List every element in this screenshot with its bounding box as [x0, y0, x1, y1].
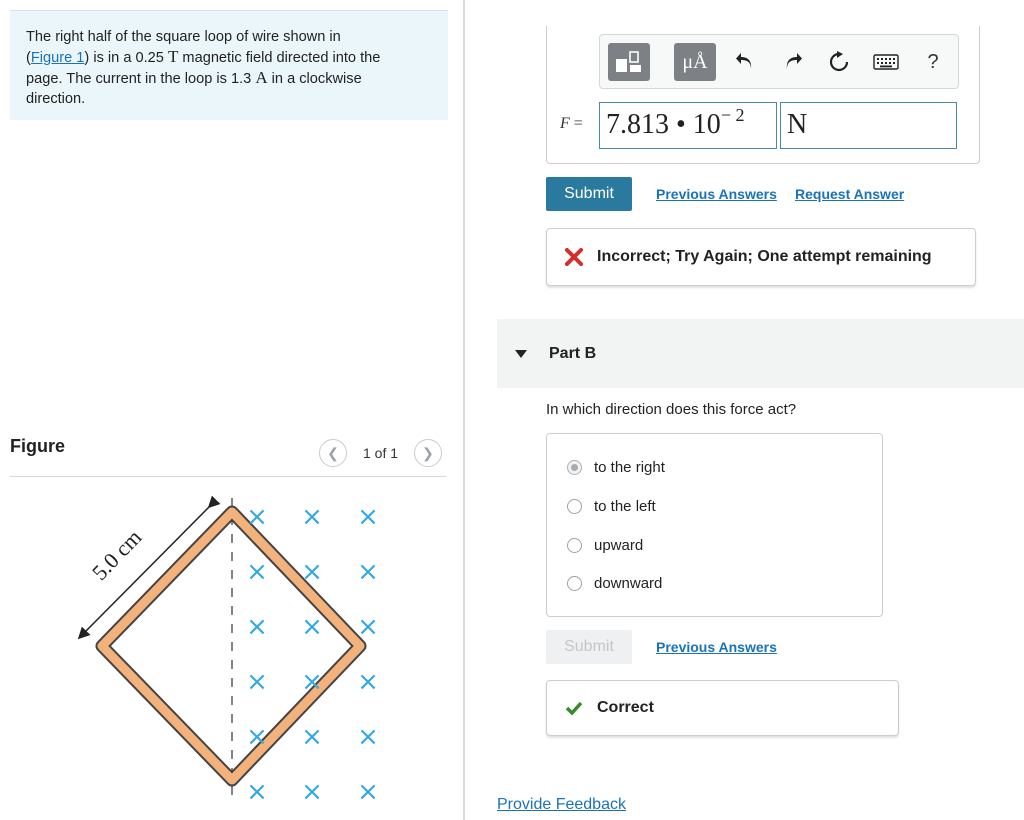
field-x-marker: × — [301, 667, 323, 697]
field-x-marker: × — [357, 557, 379, 587]
field-unit: T — [167, 47, 179, 66]
part-a-feedback — [546, 228, 976, 286]
x-mark-icon — [565, 248, 583, 266]
part-a-feedback-text: Incorrect; Try Again; One attempt remaining — [597, 248, 932, 265]
field-x-marker: × — [246, 777, 268, 807]
part-b-header[interactable] — [497, 319, 1024, 388]
math-toolbar — [599, 34, 959, 89]
check-mark-icon — [565, 700, 583, 716]
figure-pager — [319, 438, 442, 468]
part-b-title: Part B — [549, 344, 597, 362]
field-x-marker: × — [357, 777, 379, 807]
answer-unit-field[interactable] — [780, 102, 957, 149]
problem-text-3: magnetic field directed into the — [178, 50, 381, 66]
option-label: to the left — [594, 498, 656, 515]
direction-options — [546, 433, 883, 617]
figure-link[interactable]: Figure 1 — [30, 50, 85, 66]
pane-divider[interactable] — [463, 0, 465, 820]
equals-sign: = — [569, 115, 583, 132]
field-x-marker: × — [246, 502, 268, 532]
problem-statement: The right half of the square loop of wire shown in (Figure 1) is in a 0.25 T magnetic field directed into the page. The current in the loop is 1.3 A in a clockwise direction. — [10, 10, 448, 120]
option-to-the-left[interactable] — [567, 498, 656, 515]
option-label: downward — [594, 575, 663, 592]
force-variable: F — [560, 115, 570, 132]
chevron-left-icon[interactable]: ❮ — [319, 439, 347, 467]
caret-down-icon — [515, 350, 527, 358]
option-to-the-right[interactable] — [567, 459, 665, 476]
option-upward[interactable] — [567, 537, 643, 554]
part-b-previous-answers-link[interactable]: Previous Answers — [656, 639, 777, 655]
field-x-marker: × — [301, 502, 323, 532]
field-x-marker: × — [357, 667, 379, 697]
part-a-previous-answers-link[interactable]: Previous Answers — [656, 186, 777, 202]
field-x-marker: × — [357, 502, 379, 532]
part-b-submit-button: Submit — [546, 630, 632, 664]
side-length-label: 5.0 cm — [86, 524, 147, 586]
chevron-right-icon[interactable]: ❯ — [414, 439, 442, 467]
radio-unselected[interactable] — [567, 576, 582, 591]
field-x-marker: × — [357, 612, 379, 642]
figure-title: Figure — [10, 436, 66, 456]
radio-selected[interactable] — [567, 460, 582, 475]
answer-value-field[interactable] — [599, 102, 777, 149]
units-button[interactable]: μÅ — [674, 43, 716, 81]
problem-text-4: page. The current in the loop is 1.3 — [26, 71, 256, 87]
field-x-marker: × — [246, 722, 268, 752]
force-label — [560, 115, 583, 133]
problem-text-5: in a clockwise — [267, 71, 362, 87]
field-x-marker: × — [246, 612, 268, 642]
field-x-marker: × — [246, 667, 268, 697]
option-label: upward — [594, 537, 644, 554]
field-x-marker: × — [301, 722, 323, 752]
provide-feedback-link[interactable]: Provide Feedback — [497, 796, 626, 813]
pager-text: 1 of 1 — [363, 445, 399, 461]
keyboard-icon[interactable] — [872, 49, 900, 75]
radio-unselected[interactable] — [567, 499, 582, 514]
current-unit: A — [255, 68, 268, 87]
field-x-marker: × — [301, 777, 323, 807]
value-exponent: − 2 — [720, 105, 745, 125]
reset-icon[interactable] — [826, 49, 852, 75]
part-b-feedback-text: Correct — [597, 699, 654, 716]
request-answer-link[interactable]: Request Answer — [795, 186, 905, 202]
undo-icon[interactable] — [732, 49, 758, 75]
field-x-marker: × — [301, 557, 323, 587]
part-b-feedback — [546, 680, 899, 736]
problem-text-2: ) is in a 0.25 — [84, 50, 168, 66]
radio-unselected[interactable] — [567, 538, 582, 553]
figure-divider — [10, 476, 446, 477]
square-loop-figure — [60, 490, 400, 810]
unit-text: N — [787, 109, 808, 140]
field-x-marker: × — [301, 612, 323, 642]
field-x-marker: × — [357, 722, 379, 752]
part-b-question: In which direction does this force act? — [546, 401, 797, 418]
redo-icon[interactable] — [780, 49, 806, 75]
field-x-marker: × — [246, 557, 268, 587]
value-mantissa: 7.813 • 10 — [606, 109, 721, 140]
part-a-submit-button[interactable]: Submit — [546, 177, 632, 211]
templates-icon[interactable] — [608, 43, 650, 81]
help-button[interactable]: ? — [927, 50, 939, 73]
option-label: to the right — [594, 459, 665, 476]
problem-text-1: The right half of the square loop of wire shown in — [26, 29, 341, 45]
option-downward[interactable] — [567, 575, 662, 592]
problem-text-6: direction. — [26, 91, 86, 107]
